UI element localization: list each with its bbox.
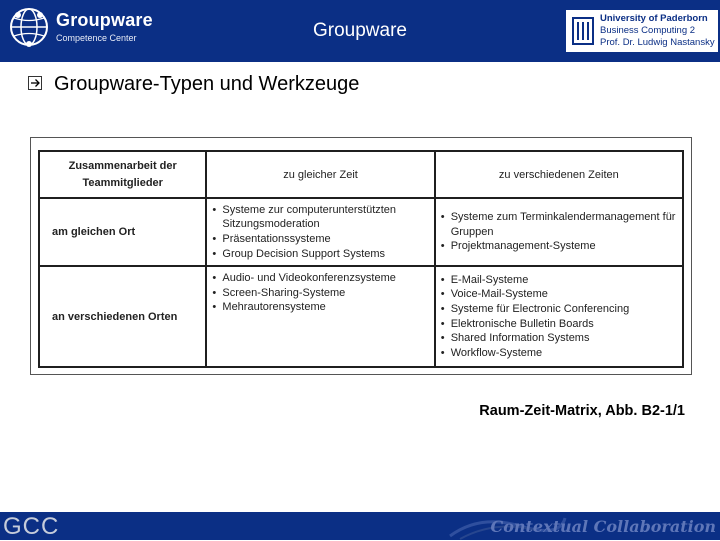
list-item: • Systeme für Electronic Conferencing [441, 302, 682, 317]
column-header-same-time: zu gleicher Zeit [206, 151, 434, 198]
row-header-different-places: an verschiedenen Orten [39, 266, 206, 367]
list-item: • Workflow-Systeme [441, 346, 682, 361]
university-emblem-icon [570, 16, 596, 46]
arrow-right-icon [28, 76, 42, 90]
row-header-same-place: am gleichen Ort [39, 198, 206, 266]
column-header-different-times: zu verschiedenen Zeiten [435, 151, 683, 198]
gcc-logo: GCC [3, 513, 60, 540]
list-item: • Systeme zur computerunterstützten Sitzungsmoderation [212, 203, 433, 232]
list-item: • Elektronische Bulletin Boards [441, 317, 682, 332]
matrix-figure [30, 137, 692, 375]
cell-different-places-different-times [435, 266, 683, 367]
logo-name: Groupware [56, 10, 153, 30]
footer-bar [0, 512, 720, 540]
list-item: • Mehrautorensysteme [212, 300, 433, 315]
logo-subtitle: Competence Center [56, 33, 137, 43]
list-item: • Präsentationssysteme [212, 232, 433, 247]
list-item: • Voice-Mail-Systeme [441, 287, 682, 302]
list-item: • Shared Information Systems [441, 331, 682, 346]
list-item: • Systeme zum Terminkalendermanagement für Gruppen [441, 210, 682, 239]
space-time-matrix [38, 150, 684, 368]
page-title: Groupware [313, 20, 407, 41]
list-item: • Group Decision Support Systems [212, 247, 433, 262]
university-professor: Prof. Dr. Ludwig Nastansky [600, 37, 715, 48]
university-department: Business Computing 2 [600, 25, 696, 36]
list-item: • Screen-Sharing-Systeme [212, 286, 433, 301]
university-name: University of Paderborn [600, 13, 708, 24]
header-bar [0, 0, 720, 62]
university-logo [566, 10, 718, 52]
section-heading-text: Groupware-Typen und Werkzeuge [54, 73, 360, 95]
cell-same-place-same-time [206, 198, 434, 266]
list-item: • Audio- und Videokonferenzsysteme [212, 271, 433, 286]
cell-different-places-same-time [206, 266, 434, 367]
figure-caption: Raum-Zeit-Matrix, Abb. B2-1/1 [479, 403, 685, 419]
footer-tagline: Contextual Collaboration [490, 517, 716, 536]
list-item: • E-Mail-Systeme [441, 273, 682, 288]
cell-same-place-different-times [435, 198, 683, 266]
corner-header: Zusammenarbeit der Teammitglieder [39, 151, 206, 198]
list-item: • Projektmanagement-Systeme [441, 239, 682, 254]
